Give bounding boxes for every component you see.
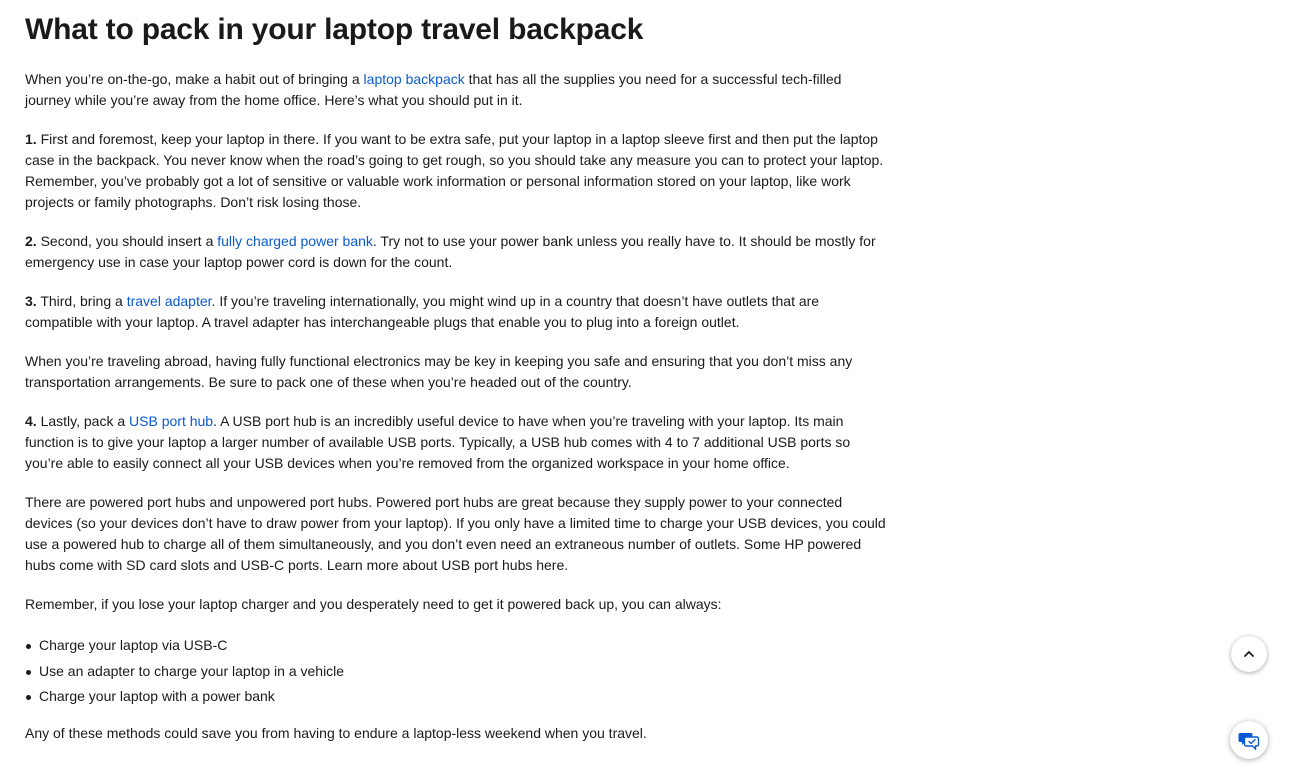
tip-3-text-after: . If you’re traveling internationally, you might wind up in a country that doesn’t have outlets that are compatible with your laptop. A travel adapter has interchangeable plugs that enable you to plug into a foreign outlet. <box>25 293 820 330</box>
tip-3-text-before: Third, bring a <box>36 293 127 309</box>
tip-1-paragraph <box>25 129 887 213</box>
tip-3-paragraph <box>25 291 887 333</box>
chat-bubbles-icon <box>1238 730 1260 750</box>
remember-paragraph: Remember, if you lose your laptop charger and you desperately need to get it powered back up, you can always: <box>25 596 722 612</box>
travel-adapter-link[interactable]: travel adapter <box>126 293 212 309</box>
abroad-paragraph: When you’re traveling abroad, having fully functional electronics may be key in keeping you safe and ensuring that you don’t miss any transportation arrangements. Be sure to pack one of these when you’re headed out of the country. <box>25 353 853 390</box>
tip-4-text-after: . A USB port hub is an incredibly useful device to have when you’re traveling with your laptop. Its main function is to give your laptop a larger number of available USB ports. Typically, a USB hub comes with 4 to 7 additional USB ports so you’re able to easily connect all your USB devices when you’re removed from the organized workspace in your home office. <box>25 413 851 471</box>
list-item: Charge your laptop via USB-C <box>39 633 344 659</box>
tip-4-number: 4. <box>25 413 37 429</box>
usb-port-hub-link[interactable]: USB port hub <box>129 413 214 429</box>
tip-2-paragraph <box>25 231 887 273</box>
tip-1-text: First and foremost, keep your laptop in there. If you want to be extra safe, put your laptop in a laptop sleeve first and then put the laptop case in the backpack. You never know when the road’s going to get rough, so you should take any measure you can to protect your laptop. Remember, you’ve probably got a lot of sensitive or valuable work information or personal information stored on your laptop, like work projects or family photographs. Don’t risk losing those. <box>25 131 884 210</box>
power-bank-link[interactable]: fully charged power bank <box>217 233 373 249</box>
laptop-backpack-link[interactable]: laptop backpack <box>363 71 465 87</box>
list-item: Charge your laptop with a power bank <box>39 684 344 710</box>
tip-2-number: 2. <box>25 233 37 249</box>
article <box>25 0 887 741</box>
list-item: Use an adapter to charge your laptop in a vehicle <box>39 659 344 685</box>
tip-1-number: 1. <box>25 131 37 147</box>
back-to-top-button[interactable] <box>1231 636 1267 672</box>
tip-2-text-after: . Try not to use your power bank unless you really have to. It should be mostly for emergency use in case your laptop power cord is down for the count. <box>25 233 876 270</box>
tip-4-paragraph <box>25 411 887 474</box>
chat-button[interactable] <box>1230 721 1268 759</box>
tip-4-text-before: Lastly, pack a <box>36 413 130 429</box>
closing-paragraph: Any of these methods could save you from having to endure a laptop-less weekend when you travel. <box>25 725 647 741</box>
port-hubs-paragraph: There are powered port hubs and unpowered port hubs. Powered port hubs are great because they supply power to your connected devices (so your devices don’t have to draw power from your laptop). If you only have a limited time to charge your USB devices, you could use a powered hub to charge all of them simultaneously, and you don’t even need an extraneous number of outlets. Some HP powered hubs come with SD card slots and USB-C ports. Learn more about USB port hubs here. <box>25 494 886 573</box>
chevron-up-icon <box>1242 647 1256 661</box>
tip-3-number: 3. <box>25 293 37 309</box>
article-title: What to pack in your laptop travel backpack <box>25 13 644 46</box>
intro-paragraph <box>25 69 887 111</box>
charging-options-list <box>25 633 344 710</box>
intro-text-after: that has all the supplies you need for a successful tech-filled journey while you’re away from the home office. Here’s what you should put in it. <box>25 71 842 108</box>
intro-text-before: When you’re on-the-go, make a habit out of bringing a <box>25 71 364 87</box>
tip-2-text-before: Second, you should insert a <box>36 233 218 249</box>
